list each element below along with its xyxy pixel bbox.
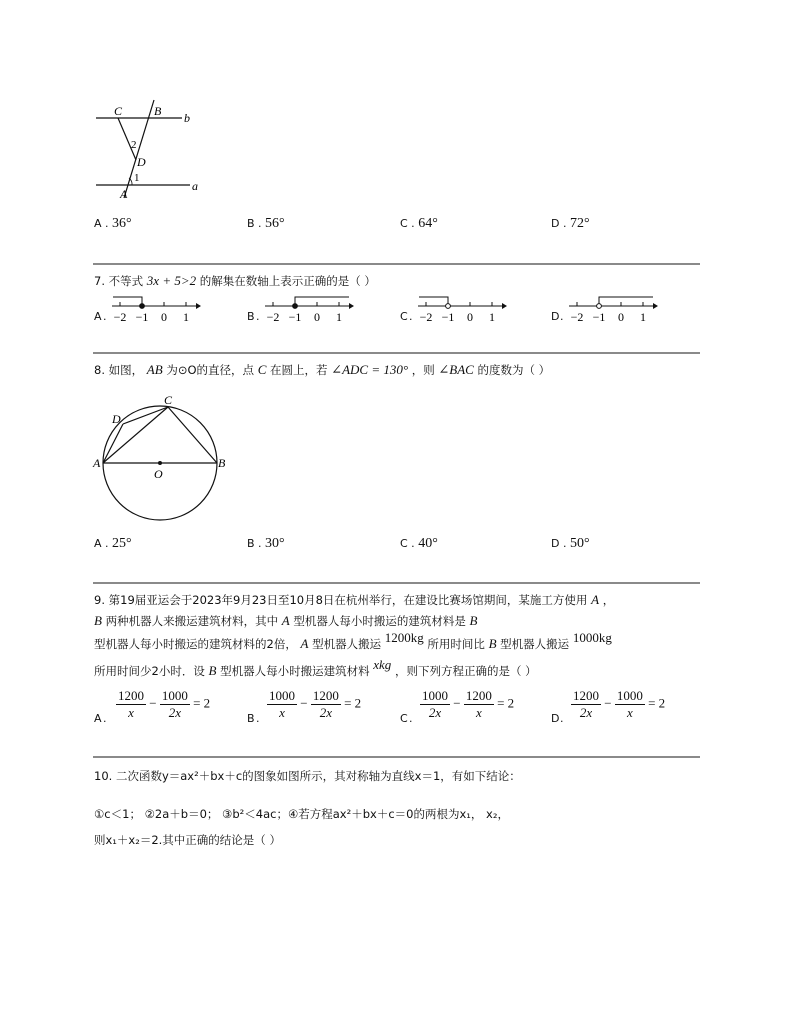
- denominator: 2x: [579, 705, 593, 720]
- q8-text: 8. 如图，: [94, 363, 144, 377]
- solution-ray: [295, 297, 349, 306]
- denominator: 2x: [319, 705, 332, 720]
- q8-text: 在圆上，若: [270, 363, 328, 377]
- q10-line1: 10. 二次函数y＝ax²＋bx＋c的图象如图所示，其对称轴为直线x＝1，有如下结论：: [94, 769, 521, 783]
- q9-text: ，: [602, 593, 615, 607]
- tick-label: 1: [183, 310, 189, 324]
- q8-ab: AB: [146, 362, 163, 377]
- tick-label: −1: [441, 310, 455, 324]
- q6-option-d[interactable]: D . 72°: [551, 216, 590, 231]
- rhs: = 2: [193, 695, 211, 711]
- q9-robot-b: B: [208, 663, 217, 678]
- fraction: [615, 688, 645, 721]
- q7-suffix: 的解集在数轴上表示正确的是（ ）: [199, 274, 376, 288]
- axis-arrow: [349, 303, 354, 309]
- q8-option-d[interactable]: D . 50°: [551, 536, 590, 551]
- option-label: C: [400, 712, 408, 725]
- q8-option-a[interactable]: A . 25°: [94, 536, 132, 551]
- q9-robot-b: B: [469, 613, 478, 628]
- q9-text: 两种机器人来搬运建筑材料，其中: [105, 614, 279, 628]
- fraction: [464, 688, 494, 721]
- q9-text: 9. 第19届亚运会于2023年9月23日至10月8日在杭州举行，在建设比赛场馆期间，某施工方使用: [94, 593, 588, 607]
- numerator: 1000: [161, 688, 188, 703]
- q9-option-d[interactable]: D . $\frac{1200}{2x}$ − $\frac{1000}{x}$ = 2: [551, 688, 666, 725]
- denominator: 2x: [168, 705, 181, 720]
- solution-ray: [599, 297, 653, 306]
- q7-numberline-a: [112, 294, 202, 326]
- q6-option-b[interactable]: B . 56°: [247, 216, 285, 231]
- q9-option-c[interactable]: C . $\frac{1000}{2x}$ − $\frac{1200}{x}$ = 2: [400, 688, 515, 725]
- tick-label: −1: [135, 310, 149, 324]
- q8-label-D: D: [112, 412, 121, 426]
- q8-figure: [92, 392, 232, 522]
- q9-1000kg: 1000kg: [572, 630, 612, 645]
- option-value: 72°: [569, 216, 590, 231]
- denominator: x: [475, 705, 482, 720]
- tick-label: 0: [467, 310, 473, 324]
- numerator: 1200: [573, 688, 599, 703]
- option-label: B: [247, 712, 255, 725]
- q9-1200kg: 1200kg: [384, 630, 424, 645]
- numerator: 1000: [616, 688, 643, 703]
- q8-label-O: O: [154, 467, 163, 481]
- q6-option-c[interactable]: C . 64°: [400, 216, 438, 231]
- option-label: C: [400, 537, 408, 550]
- q6-label-2: 2: [131, 139, 137, 151]
- q9-option-b[interactable]: B . $\frac{1000}{x}$ − $\frac{1200}{2x}$ = 2: [247, 688, 362, 725]
- tick-label: 1: [336, 310, 342, 324]
- fraction: [311, 688, 341, 721]
- q9-text: ，则下列方程正确的是（ ）: [394, 664, 537, 678]
- q9-robot-a: A: [281, 613, 290, 628]
- q7-numberline-d: [569, 294, 659, 326]
- q6-label-A: A: [120, 187, 128, 201]
- q9-line3: [94, 630, 612, 652]
- option-value: 25°: [112, 536, 132, 551]
- q7-numberline-c: [418, 294, 508, 326]
- q9-text: 所用时间少2小时．设: [94, 664, 205, 678]
- numerator: 1000: [422, 688, 448, 703]
- rhs: = 2: [497, 695, 515, 711]
- option-value: 30°: [265, 536, 285, 551]
- rhs: = 2: [648, 695, 666, 711]
- q6-label-B: B: [154, 104, 162, 118]
- denominator: x: [279, 705, 285, 720]
- denominator: x: [128, 705, 134, 720]
- fraction: [267, 688, 297, 721]
- numerator: 1200: [312, 688, 339, 703]
- q8-angle-adc: ∠ADC = 130°: [331, 362, 409, 377]
- axis-arrow: [653, 303, 658, 309]
- fraction: [420, 688, 450, 721]
- tick-label: 0: [161, 310, 167, 324]
- q10-line2: ①c＜1； ②2a＋b＝0； ③b²＜4ac；④若方程ax²＋bx＋c＝0的两根为x₁， x₂，: [94, 807, 509, 821]
- q7-stem: [94, 273, 376, 289]
- tick-label: −2: [419, 310, 433, 324]
- tick-label: −1: [288, 310, 302, 324]
- divider: [93, 582, 700, 584]
- numerator: 1000: [269, 688, 295, 703]
- option-value: 64°: [418, 216, 438, 231]
- option-label: A: [94, 712, 102, 725]
- q8-label-B: B: [218, 456, 226, 470]
- option-label: A: [94, 310, 102, 323]
- tick-label: −2: [570, 310, 584, 324]
- divider: [93, 352, 700, 354]
- q9-robot-b: B: [94, 613, 102, 628]
- q9-text: 型机器人搬运: [500, 637, 570, 651]
- tick-label: −2: [266, 310, 280, 324]
- tick-label: 0: [618, 310, 624, 324]
- rhs: = 2: [344, 695, 362, 711]
- q9-line1: [94, 592, 614, 608]
- q8-label-C: C: [164, 393, 173, 407]
- q8-text: ，则: [411, 363, 435, 377]
- q8-angle-bac: ∠BAC: [438, 362, 474, 377]
- q7-numberline-b: [265, 294, 355, 326]
- q9-text: 型机器人每小时搬运的建筑材料是: [293, 614, 466, 628]
- option-value: 50°: [569, 536, 590, 551]
- tick-label: −1: [592, 310, 606, 324]
- q9-text: 型机器人每小时搬运的建筑材料的2倍，: [94, 637, 297, 651]
- q8-c: C: [257, 362, 267, 377]
- q9-text: 型机器人搬运: [312, 637, 382, 651]
- option-value: 40°: [418, 536, 438, 551]
- q8-label-A: A: [93, 456, 101, 470]
- q9-xkg: xkg: [373, 657, 392, 672]
- option-label: D: [551, 712, 560, 725]
- option-label: C: [400, 310, 408, 323]
- fraction: [116, 688, 146, 721]
- tick-label: 0: [314, 310, 320, 324]
- option-label: B: [247, 217, 255, 230]
- q8-stem: [94, 362, 550, 378]
- numerator: 1200: [465, 688, 492, 703]
- q6-figure: [92, 98, 207, 202]
- open-endpoint: [597, 304, 602, 309]
- option-label: D: [551, 537, 560, 550]
- q9-text: 型机器人每小时搬运建筑材料: [220, 664, 370, 678]
- divider: [93, 263, 700, 265]
- q8-text: 的度数为（ ）: [477, 363, 551, 377]
- tick-label: 1: [640, 310, 646, 324]
- solution-ray: [419, 297, 448, 306]
- denominator: 2x: [428, 705, 442, 720]
- tick-label: 1: [489, 310, 495, 324]
- q9-robot-b: B: [488, 636, 497, 651]
- q9-text: 所用时间比: [427, 637, 485, 651]
- numerator: 1200: [118, 688, 144, 703]
- solution-ray: [113, 297, 142, 306]
- option-label: C: [400, 217, 408, 230]
- option-value: 56°: [265, 216, 285, 231]
- q8-option-c[interactable]: C . 40°: [400, 536, 438, 551]
- option-label: A: [94, 537, 102, 550]
- closed-endpoint: [293, 304, 298, 309]
- option-label: D: [551, 217, 560, 230]
- fraction: [571, 688, 601, 721]
- option-label: D: [551, 310, 560, 323]
- q6-label-C: C: [114, 104, 123, 118]
- q9-line4: [94, 657, 537, 679]
- q8-text: 为⊙O的直径，点: [166, 363, 255, 377]
- option-value: 36°: [112, 216, 132, 231]
- q6-label-a: a: [192, 179, 198, 193]
- option-label: B: [247, 537, 255, 550]
- option-label: A: [94, 217, 102, 230]
- denominator: x: [626, 705, 633, 720]
- q9-option-a[interactable]: A . $\frac{1200}{x}$ − $\frac{1000}{2x}$ = 2: [94, 688, 211, 725]
- option-label: B: [247, 310, 255, 323]
- fraction: [160, 688, 190, 721]
- axis-arrow: [196, 303, 201, 309]
- divider: [93, 756, 700, 758]
- q7-prefix: 7. 不等式: [94, 274, 144, 288]
- q10-line3: 则x₁＋x₂＝2.其中正确的结论是（ ）: [94, 833, 281, 847]
- q6-label-1: 1: [134, 172, 140, 184]
- q6-option-a[interactable]: A . 36°: [94, 216, 132, 231]
- q7-inequality: 3x + 5>2: [146, 273, 197, 288]
- tick-label: −2: [113, 310, 127, 324]
- open-endpoint: [446, 304, 451, 309]
- q6-label-b: b: [184, 111, 190, 125]
- q9-robot-a: A: [300, 636, 309, 651]
- closed-endpoint: [140, 304, 145, 309]
- q8-option-b[interactable]: B . 30°: [247, 536, 285, 551]
- axis-arrow: [502, 303, 507, 309]
- q9-line2: [94, 613, 477, 629]
- q6-label-D: D: [137, 155, 146, 169]
- q9-robot-a: A: [591, 592, 600, 607]
